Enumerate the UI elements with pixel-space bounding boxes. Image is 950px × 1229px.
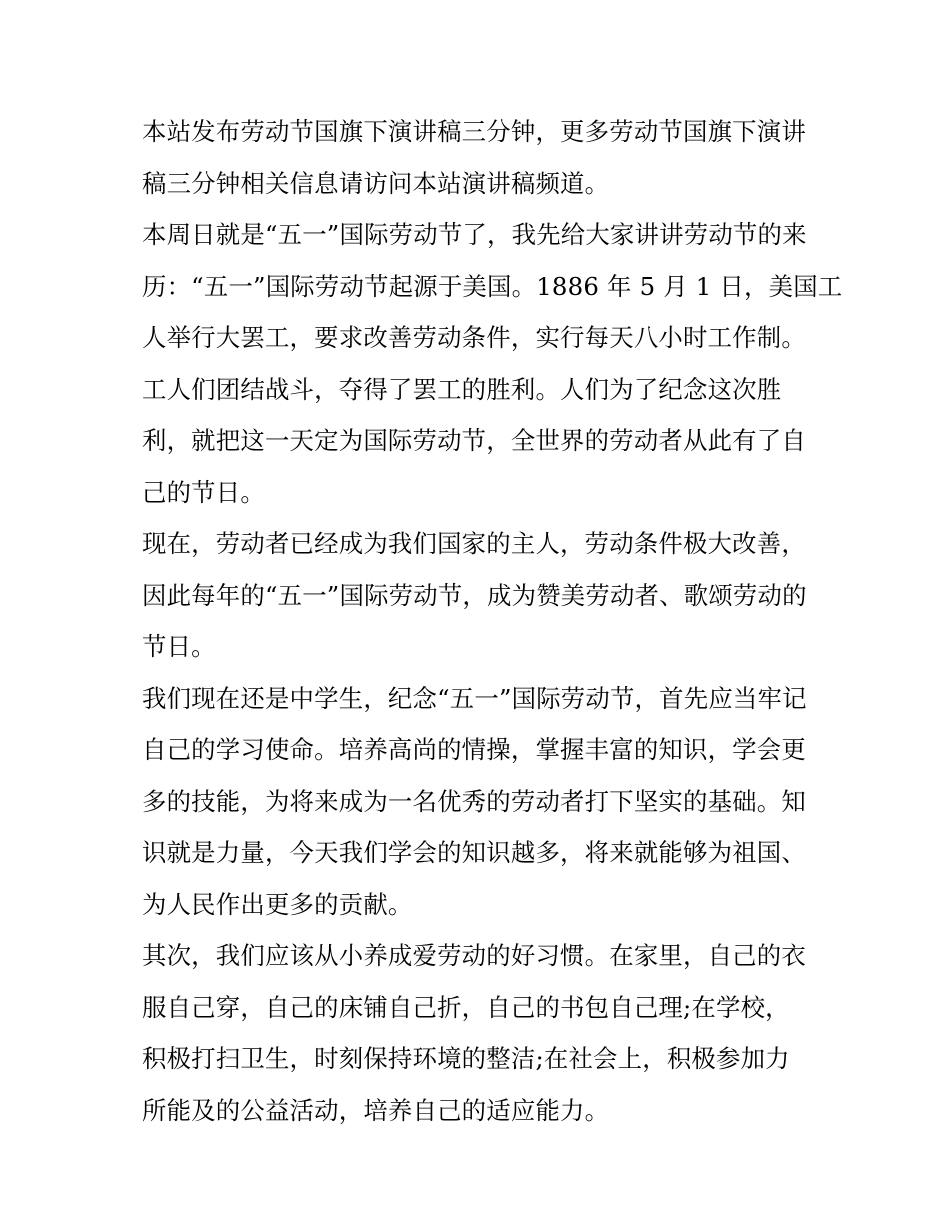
text-line: 稿三分钟相关信息请访问本站演讲稿频道。 <box>142 168 610 198</box>
paragraph-habits <box>142 930 812 1136</box>
text-line: 服自己穿，自己的床铺自己折，自己的书包自己理;在学校， <box>142 992 790 1022</box>
text-line: 己的节日。 <box>142 477 265 507</box>
text-line: 为人民作出更多的贡献。 <box>142 889 413 919</box>
text-line: 节日。 <box>142 632 216 661</box>
text-line: 现在，劳动者已经成为我们国家的主人，劳动条件极大改善， <box>142 529 806 558</box>
text-line: 积极打扫卫生，时刻保持环境的整洁;在社会上，积极参加力 <box>142 1044 790 1073</box>
text-line: 人举行大罢工，要求改善劳动条件，实行每天八小时工作制。 <box>142 323 806 352</box>
text-line: 识就是力量，今天我们学会的知识越多，将来就能够为祖国、 <box>142 838 806 867</box>
text-line: 历：“五一”国际劳动节起源于美国。1886 年 5 月 1 日，美国工 <box>142 271 843 301</box>
text-line: 多的技能，为将来成为一名优秀的劳动者打下坚实的基础。知 <box>142 786 806 816</box>
paragraph-history <box>142 209 843 518</box>
text-line: 所能及的公益活动，培养自己的适应能力。 <box>142 1095 610 1125</box>
text-line: 利，就把这一天定为国际劳动节，全世界的劳动者从此有了自 <box>142 426 806 455</box>
text-line: 我们现在还是中学生，纪念“五一”国际劳动节，首先应当牢记 <box>142 683 807 713</box>
document-body <box>142 106 843 1136</box>
text-line: 自己的学习使命。培养高尚的情操，掌握丰富的知识，学会更 <box>142 735 806 764</box>
paragraph-intro <box>142 106 812 209</box>
text-line: 因此每年的“五一”国际劳动节，成为赞美劳动者、歌颂劳动的 <box>142 580 807 610</box>
text-line: 其次，我们应该从小养成爱劳动的好习惯。在家里，自己的衣 <box>142 941 806 970</box>
text-line: 工人们团结战斗，夺得了罢工的胜利。人们为了纪念这次胜 <box>142 374 782 404</box>
text-line: 本站发布劳动节国旗下演讲稿三分钟，更多劳动节国旗下演讲 <box>142 117 806 146</box>
paragraph-present <box>142 518 812 673</box>
text-line: 本周日就是“五一”国际劳动节了，我先给大家讲讲劳动节的来 <box>142 220 807 249</box>
paragraph-students <box>142 673 812 931</box>
